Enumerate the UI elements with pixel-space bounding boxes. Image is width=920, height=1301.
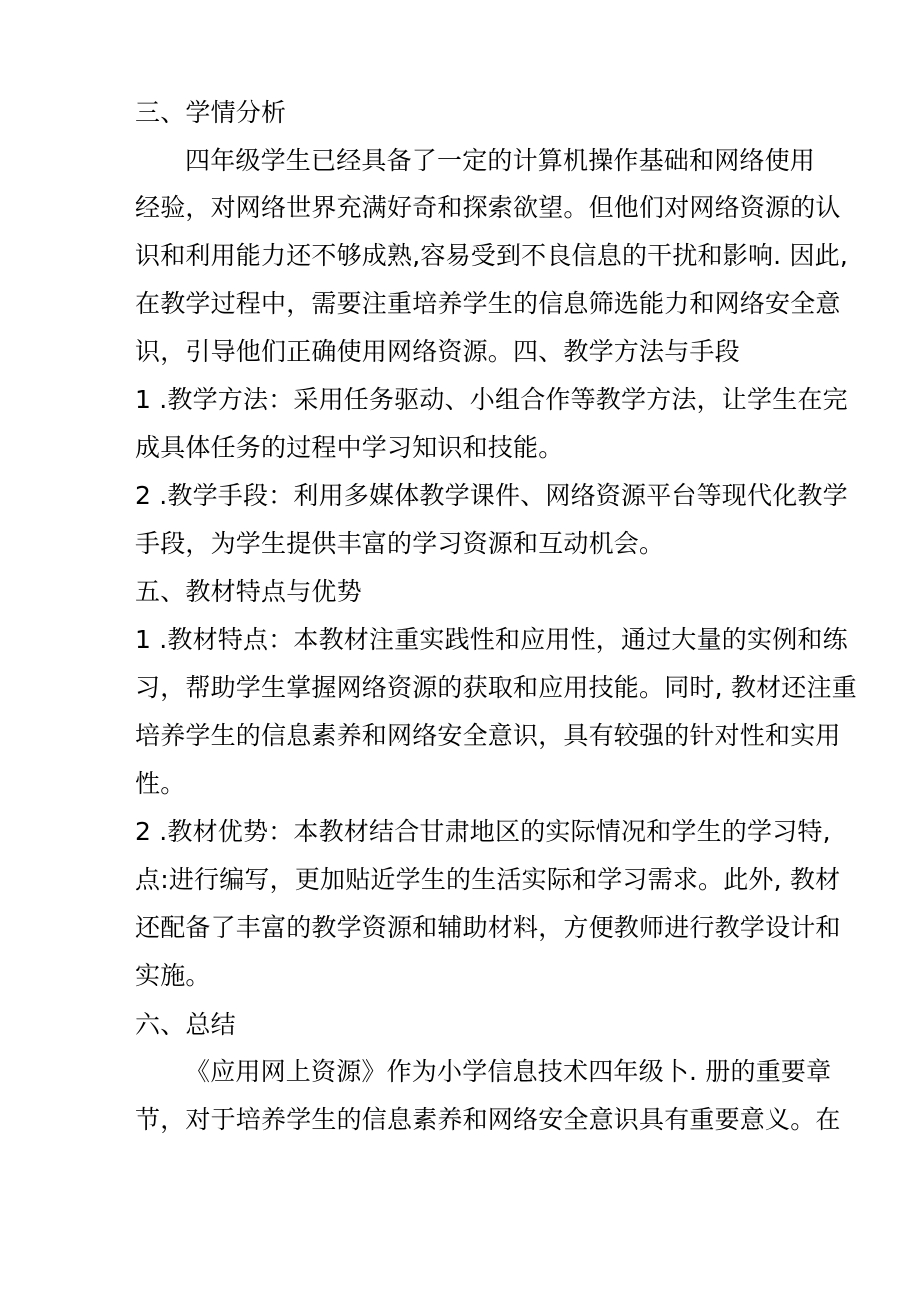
paragraph-line: 四年级学生已经具备了一定的计算机操作基础和网络使用 xyxy=(185,146,816,175)
list-item-line: 实施。 xyxy=(135,961,211,990)
list-item-line: 习，帮助学生掌握网络资源的获取和应用技能。同时, 教材还注重 xyxy=(135,673,857,702)
list-item-line: 2 .教材优势：本教材结合甘肃地区的实际情况和学生的学习特, xyxy=(135,817,831,846)
list-item-line: 点:进行编写，更加贴近学生的生活实际和学习需求。此外, 教材 xyxy=(135,865,841,894)
paragraph-line: 识，引导他们正确使用网络资源。四、教学方法与手段 xyxy=(135,337,740,366)
list-item-line: 性。 xyxy=(135,769,186,798)
list-item-line: 1 .教材特点：本教材注重实践性和应用性，通过大量的实例和练 xyxy=(135,625,848,654)
section-3-heading: 三、学情分析 xyxy=(135,98,287,127)
paragraph-line: 识和利用能力还不够成熟,容易受到不良信息的干扰和影响. 因此, xyxy=(135,241,848,270)
list-item-line: 2 .教学手段：利用多媒体教学课件、网络资源平台等现代化教学 xyxy=(135,481,848,510)
list-item-line: 手段，为学生提供丰富的学习资源和互动机会。 xyxy=(135,529,665,558)
paragraph-line: 节，对于培养学生的信息素养和网络安全意识具有重要意义。在 xyxy=(135,1105,841,1134)
paragraph-line: 《应用网上资源》作为小学信息技术四年级卜. 册的重要章 xyxy=(185,1057,832,1086)
paragraph-line: 经验，对网络世界充满好奇和探索欲望。但他们对网络资源的认 xyxy=(135,193,841,222)
list-item-line: 还配备了丰富的教学资源和辅助材料，方便教师进行教学设计和 xyxy=(135,913,841,942)
section-6-heading: 六、总结 xyxy=(135,1010,236,1039)
list-item-line: 成具体任务的过程中学习知识和技能。 xyxy=(135,433,564,462)
paragraph-line: 在教学过程中，需要注重培养学生的信息筛选能力和网络安全意 xyxy=(135,289,841,318)
list-item-line: 1 .教学方法：采用任务驱动、小组合作等教学方法，让学生在完 xyxy=(135,385,848,414)
section-5-heading: 五、教材特点与优势 xyxy=(135,577,362,606)
list-item-line: 培养学生的信息素养和网络安全意识，具有较强的针对性和实用 xyxy=(135,721,841,750)
